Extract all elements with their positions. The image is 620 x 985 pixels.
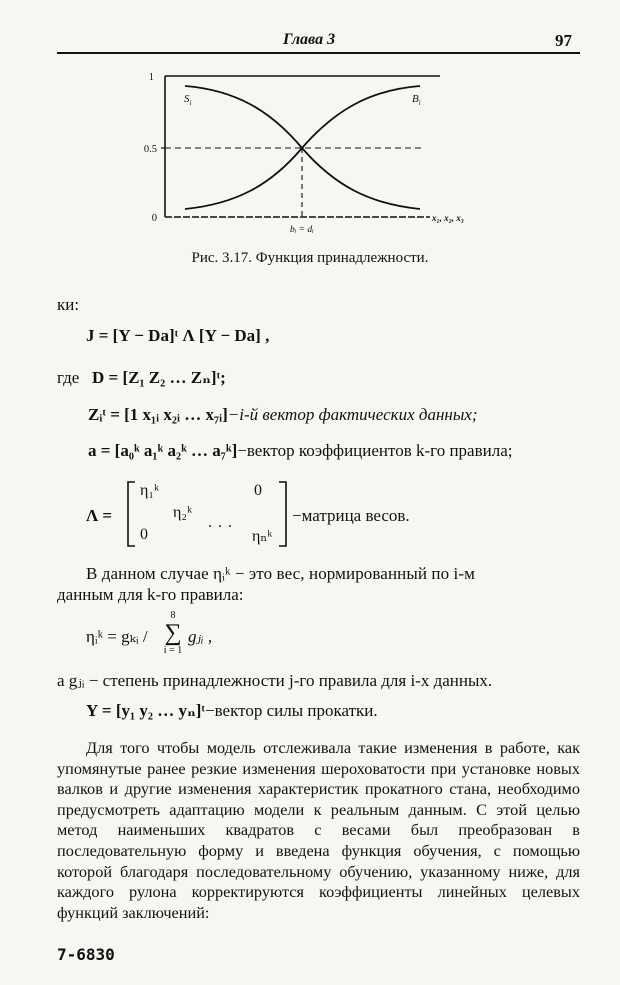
equation-a-description: −вектор коэффициентов k-го правила; bbox=[237, 441, 513, 460]
line-g: а gⱼᵢ − степень принадлежности j-го правила для i-х данных. bbox=[57, 671, 493, 690]
equation-z bbox=[88, 404, 478, 426]
equation-eta: ηᵢᵏ = gₖᵢ / bbox=[86, 627, 148, 646]
y-tick-1: 1 bbox=[148, 72, 154, 83]
body-paragraph: Для того чтобы модель отслеживала такие изменения в работе, как упомянутые ранее резкие изменения шероховатости при установке новых валков и другие изменения характеристик прокатного стана, необходимо предусмотреть адаптацию модели к реальным данным. С этой целью метод наименьших квадратов с весами был преобразован в последовательную форму и введена функция обучения, с помощью которой благодаря последовательному обучению, указанному ниже, для каждого рулона корректируются коэффициенты линейных целевых функций заключений: bbox=[57, 738, 580, 922]
lambda-lhs: Λ = bbox=[86, 506, 113, 525]
sum-upper: 8 bbox=[170, 610, 176, 621]
line-d-prefix: где bbox=[57, 368, 80, 387]
sum-lower: i = 1 bbox=[163, 645, 183, 656]
y-tick-half: 0.5 bbox=[143, 144, 157, 155]
equation-j: J = [Y − Da]ᵗ Λ [Y − Da] , bbox=[86, 326, 270, 345]
sum-block bbox=[160, 611, 186, 657]
matrix-zero-top: 0 bbox=[254, 482, 262, 499]
marker-label: bᵢ = dᵢ bbox=[290, 225, 314, 235]
equation-a-formula: a = [a₀ᵏ a₁ᵏ a₂ᵏ … a₇ᵏ] bbox=[88, 441, 238, 460]
equation-y-formula: Y = [y₁ y₂ … yₙ]ᵗ bbox=[86, 701, 206, 720]
lambda-description: −матрица весов. bbox=[292, 506, 410, 525]
header-rule bbox=[57, 52, 580, 54]
y-tick-0: 0 bbox=[151, 213, 157, 224]
text-ki: ки: bbox=[57, 295, 80, 314]
membership-function-figure bbox=[140, 62, 490, 242]
equation-d: D = [Z₁ Z₂ … Zₙ]ᵗ; bbox=[92, 368, 226, 387]
matrix-zero-bottom: 0 bbox=[140, 526, 148, 543]
equation-z-formula: Zᵢᵗ = [1 x₁ᵢ x₂ᵢ … x₇ᵢ] bbox=[88, 405, 228, 424]
footer-code: 7-6830 bbox=[57, 945, 115, 964]
matrix-eta-n: ηₙᵏ bbox=[252, 528, 273, 545]
figure-caption: Рис. 3.17. Функция принадлежности. bbox=[191, 250, 429, 266]
line-case-2: данным для k-го правила: bbox=[57, 585, 244, 604]
equation-z-description: −i-й вектор фактических данных; bbox=[227, 405, 478, 424]
matrix-dots: . . . bbox=[208, 514, 233, 531]
line-case: В данном случае ηᵢᵏ − это вес, нормированный по i-м bbox=[86, 564, 475, 583]
matrix-eta-1: η₁ᵏ bbox=[140, 482, 159, 499]
sum-term: gⱼᵢ , bbox=[188, 627, 213, 646]
equation-y bbox=[86, 700, 378, 722]
chapter-title: Глава 3 bbox=[283, 31, 336, 48]
equation-a bbox=[88, 440, 512, 462]
x-axis-label: x₁, x₂, x₃ bbox=[432, 213, 464, 223]
equation-y-description: −вектор силы прокатки. bbox=[205, 701, 378, 720]
label-b: $B_i$ bbox=[412, 93, 421, 107]
page-number: 97 bbox=[555, 31, 572, 50]
sum-symbol: ∑ bbox=[164, 620, 182, 646]
matrix-eta-2: η₂ᵏ bbox=[173, 504, 192, 521]
label-s: $S_i$ bbox=[184, 93, 192, 107]
weight-matrix bbox=[126, 480, 291, 548]
